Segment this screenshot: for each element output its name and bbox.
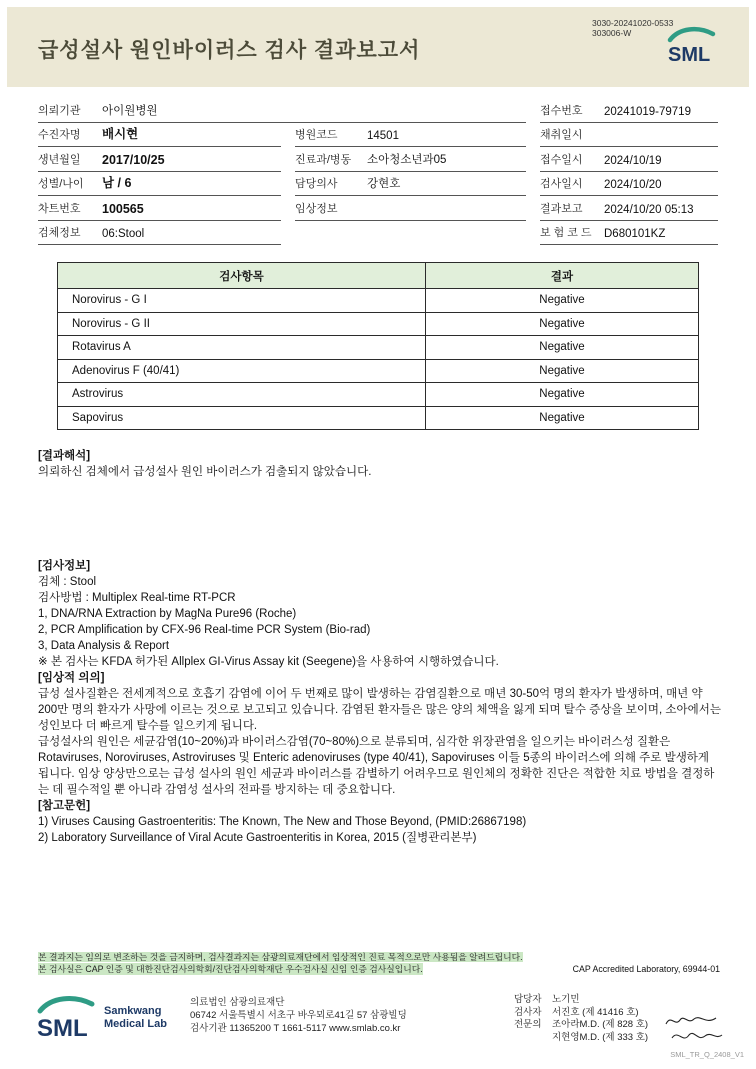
field-value: 20241019-79719 — [604, 105, 691, 118]
test-result: Negative — [539, 388, 585, 401]
test-info-line: ※ 본 검사는 KFDA 허가된 Allplex GI-Virus Assay kit (Seegene)을 사용하여 시행하였습니다. — [38, 656, 499, 668]
form-code: SML_TR_Q_2408_V1 — [670, 1050, 744, 1059]
test-item: Norovirus - G I — [58, 289, 426, 312]
sml-logo — [665, 25, 719, 72]
field-value: 강현호 — [367, 178, 401, 190]
staff-role: 검사자 — [514, 1006, 542, 1018]
field-value: 남 / 6 — [102, 176, 132, 190]
field-label: 검사일시 — [540, 178, 583, 190]
test-item: Sapovirus — [58, 407, 426, 430]
field-dept-ward — [295, 147, 526, 172]
field-chart-no — [38, 196, 281, 221]
footer-block — [34, 992, 724, 1044]
sml-footer-logo — [34, 992, 184, 1044]
patient-info-grid — [38, 98, 718, 245]
field-test-datetime — [540, 172, 718, 197]
signature-icon — [670, 1028, 724, 1046]
field-value: 06:Stool — [102, 228, 145, 240]
reference-line: 1) Viruses Causing Gastroenteritis: The Known, The New and Those Beyond, (PMID:26867198) — [38, 816, 527, 828]
test-info-line: 2, PCR Amplification by CFX-96 Real-time PCR System (Bio-rad) — [38, 624, 371, 636]
field-receipt-no — [540, 98, 718, 123]
clinical-heading: [임상적 의의] — [38, 672, 105, 684]
table-row — [58, 288, 698, 312]
field-label: 차트번호 — [38, 202, 81, 215]
field-value: 14501 — [367, 130, 399, 142]
field-label: 임상정보 — [295, 202, 338, 215]
doc-numbers — [592, 18, 673, 38]
field-value: 배시현 — [102, 127, 139, 141]
field-label: 수진자명 — [38, 129, 81, 141]
notice-line-2: 본 검사실은 CAP 인증 및 대한진단검사의학회/진단검사의학재단 우수검사실 신임 인증 검사실입니다. — [38, 964, 423, 974]
staff-role: 담당자 — [514, 994, 542, 1005]
test-result: Negative — [539, 364, 585, 377]
field-value: 100565 — [102, 201, 144, 216]
field-label: 채취일시 — [540, 129, 583, 141]
field-value: 2024/10/20 05:13 — [604, 203, 694, 216]
notice-line-1: 본 결과지는 임의로 변조하는 것을 금지하며, 검사결과지는 삼광의료재단에서 임상적인 진료 목적으로만 사용됨을 알려드립니다. — [38, 952, 523, 962]
test-item: Astrovirus — [58, 383, 426, 406]
clinical-paragraph-2: 급성설사의 원인은 세균감염(10~20%)과 바이러스감염(70~80%)으로 분류되며, 심각한 위장관염을 일으키는 바이러스성 질환은 Rotaviruses, Noroviruses, Astroviruses 및 Enteric adenoviruses (type 40/41), Sapoviruses 이들 5종의 바이러스에 의해 주로 발생하게 됩니다. 임상 양상만으로는 급성 설사의 원인 세균과 바이러스를 감별하기 어려우므로 원인체의 정확한 진단은 적합한 치료 방법을 결정하는 데 필수적일 뿐 아니라 감염성 설사의 전파를 방지하는 데 중요합니다. — [38, 736, 715, 796]
table-row — [58, 312, 698, 336]
test-info-line: 검사방법 : Multiplex Real-time RT-PCR — [38, 592, 236, 604]
sml-logo-text: SML — [37, 1015, 88, 1042]
field-hospital-code — [295, 123, 526, 148]
report-sections — [38, 448, 722, 846]
column-header-item: 검사항목 — [58, 263, 426, 288]
results-table-header — [58, 263, 698, 288]
table-row — [58, 359, 698, 383]
field-label: 의뢰기관 — [38, 104, 81, 117]
clinical-paragraph-1: 급성 설사질환은 전세계적으로 호흡기 감염에 이어 두 번째로 많이 발생하는 감염질환으로 매년 30-50억 명의 환자가 발생하며, 매년 약 200만 명의 환자가 사망에 이르는 것으로 보고되고 있습니다. 감염된 환자들은 많은 양의 체액을 잃게 되며 탈수 증상을 보이며, 소아에서는 성인보다 더 빠르게 탈수를 일으키게 됩니다. — [38, 688, 721, 732]
test-result: Negative — [539, 411, 585, 424]
field-receipt-datetime — [540, 147, 718, 172]
staff-name: 지현영M.D. (제 333 호) — [552, 1031, 649, 1043]
field-label: 검체정보 — [38, 227, 81, 239]
test-item: Norovirus - G II — [58, 313, 426, 336]
field-value: D680101KZ — [604, 228, 666, 240]
references-heading: [참고문헌] — [38, 800, 91, 812]
page-title: 급성설사 원인바이러스 검사 결과보고서 — [38, 39, 421, 62]
field-label: 병원코드 — [295, 129, 338, 141]
staff-block — [514, 994, 724, 1044]
results-table — [57, 262, 699, 430]
interpretation-text: 의뢰하신 검체에서 급성설사 원인 바이러스가 검출되지 않았습니다. — [38, 466, 372, 478]
field-result-report — [540, 196, 718, 221]
cap-accreditation-text: CAP Accredited Laboratory, 69944-01 — [572, 964, 720, 974]
staff-name: 노기민 — [552, 994, 580, 1005]
field-doctor — [295, 172, 526, 197]
table-row — [58, 382, 698, 406]
footer-notices — [38, 951, 720, 975]
staff-name: 서진호 (제 41416 호) — [552, 1006, 639, 1018]
test-info-line: 1, DNA/RNA Extraction by MagNa Pure96 (Roche) — [38, 608, 297, 620]
lab-contact: 검사기관 11365200 T 1661-5117 www.smlab.co.kr — [190, 1023, 401, 1034]
field-label: 결과보고 — [540, 202, 583, 215]
lab-address-block — [190, 996, 490, 1044]
field-label: 접수번호 — [540, 104, 583, 117]
field-specimen-info — [38, 221, 281, 246]
reference-line: 2) Laboratory Surveillance of Viral Acute Gastroenteritis in Korea, 2015 (질병관리본부) — [38, 832, 477, 844]
interpretation-heading: [결과해석] — [38, 450, 91, 462]
table-row — [58, 335, 698, 359]
field-insurance-code — [540, 221, 718, 246]
field-value: 2024/10/20 — [604, 179, 662, 191]
doc-number-1: 3030-20241020-0533 — [592, 18, 674, 28]
field-requesting-org — [38, 98, 526, 123]
field-value: 2017/10/25 — [102, 152, 165, 167]
test-info-heading: [검사정보] — [38, 560, 91, 572]
field-sex-age — [38, 172, 281, 197]
field-collect-datetime — [540, 123, 718, 148]
field-value: 2024/10/19 — [604, 154, 662, 167]
test-item: Rotavirus A — [58, 336, 426, 359]
lab-org-name: 의료법인 삼광의료재단 — [190, 997, 285, 1008]
sml-logo-swoosh-icon — [670, 29, 713, 40]
test-item: Adenovirus F (40/41) — [58, 360, 426, 383]
field-clinical-info — [295, 196, 526, 221]
table-row — [58, 406, 698, 430]
field-birth-date — [38, 147, 281, 172]
field-label: 접수일시 — [540, 153, 583, 166]
test-result: Negative — [539, 317, 585, 330]
staff-name: 조아라M.D. (제 828 호) — [552, 1019, 649, 1030]
lab-name-english: Samkwang Medical Lab — [104, 1005, 167, 1030]
test-result: Negative — [539, 341, 585, 354]
field-label: 보험코드 — [540, 227, 595, 239]
field-label: 생년월일 — [38, 153, 81, 166]
report-header — [7, 7, 749, 87]
field-patient-name — [38, 123, 281, 148]
column-header-result: 결과 — [550, 270, 574, 283]
sml-logo-text: SML — [668, 44, 711, 66]
sml-logo-swoosh-icon — [40, 999, 92, 1011]
field-label: 담당의사 — [295, 178, 338, 190]
field-empty — [295, 221, 526, 246]
field-value: 아이원병원 — [102, 104, 158, 117]
lab-address: 06742 서울특별시 서초구 바우뫼로41길 57 삼광빌딩 — [190, 1010, 407, 1021]
field-label: 진료과/병동 — [295, 153, 352, 166]
test-info-line: 3, Data Analysis & Report — [38, 640, 170, 652]
doc-number-2: 303006-W — [592, 28, 632, 38]
field-label: 성별/나이 — [38, 178, 84, 190]
test-info-line: 검체 : Stool — [38, 576, 97, 588]
field-value: 소아청소년과05 — [367, 153, 447, 166]
test-result: Negative — [539, 294, 585, 307]
staff-role: 전문의 — [514, 1019, 542, 1030]
